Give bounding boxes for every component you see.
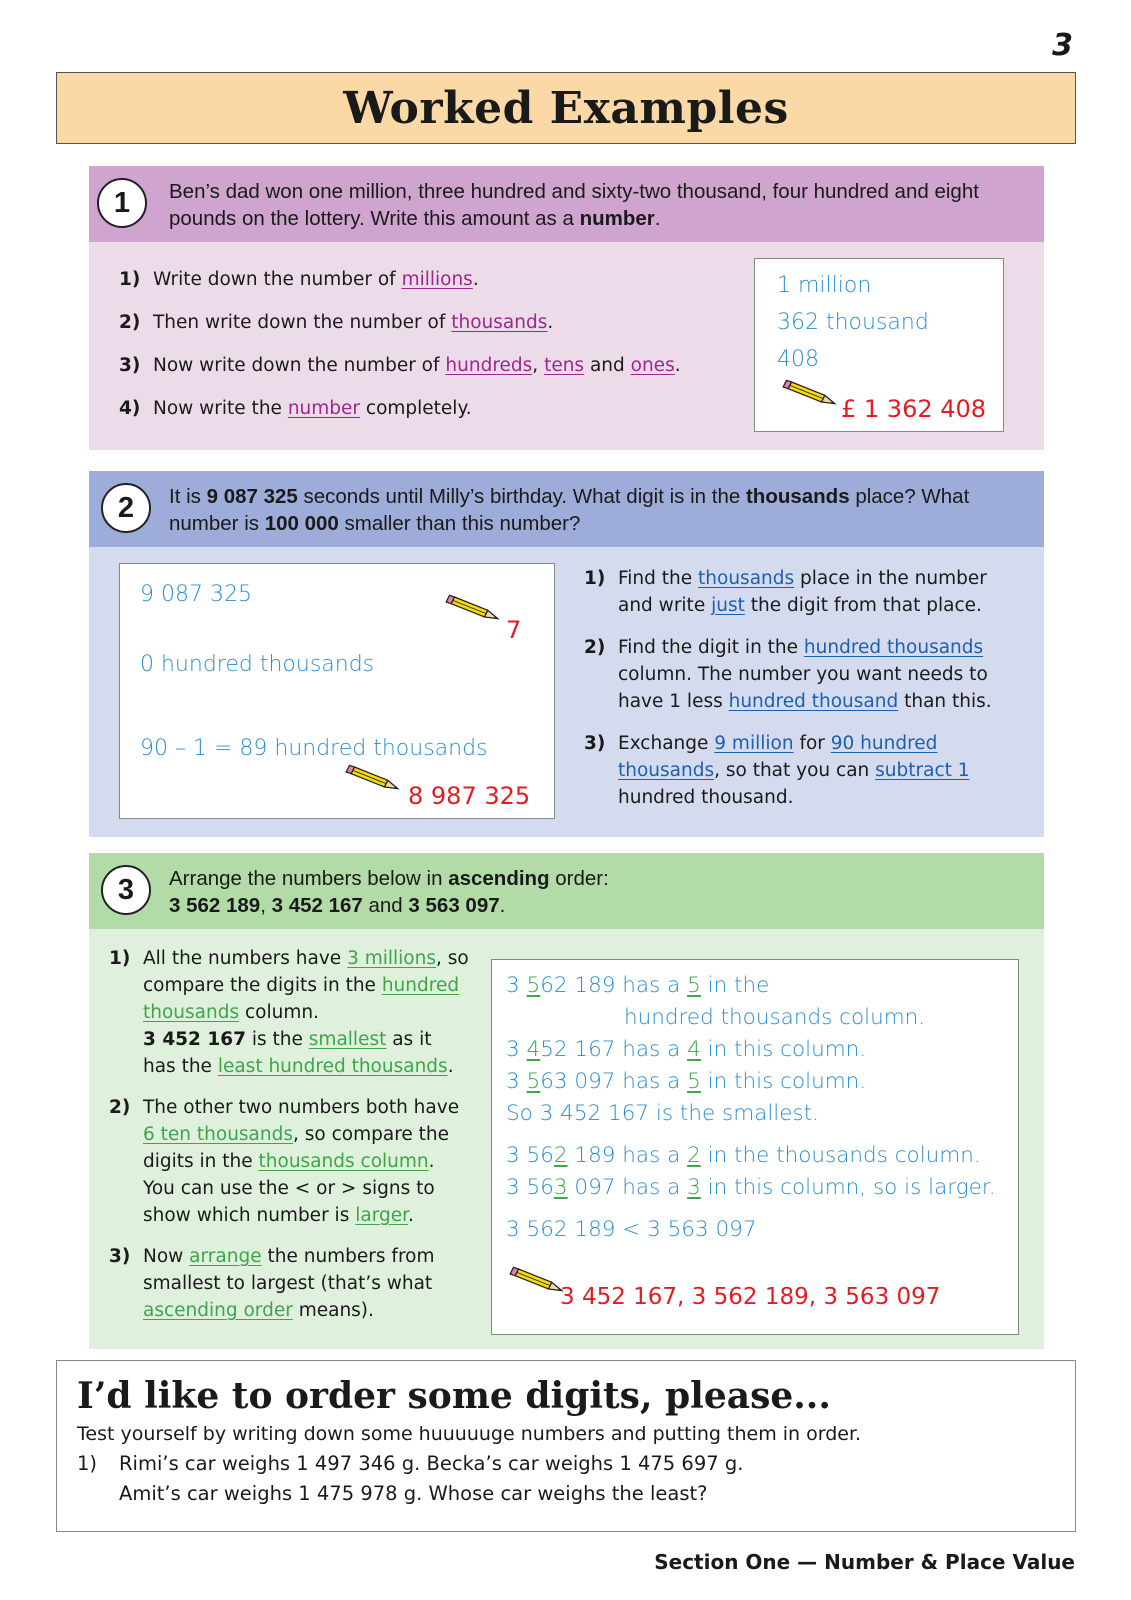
pencil-icon (506, 1264, 566, 1294)
question-bold: 3 452 167 (271, 894, 363, 917)
working-line: 90 – 1 = 89 hundred thousands (140, 736, 488, 761)
example-3-number: 3 (101, 865, 151, 915)
pencil-icon (779, 377, 839, 407)
question-text: , (260, 894, 272, 917)
working-line: 9 087 325 (140, 582, 252, 607)
example-1-answer: £ 1 362 408 (841, 395, 987, 423)
step: 2) Find the digit in the hundred thousands column. The number you want needs to have 1 less hundred thousand than this. (584, 637, 992, 712)
step: 4) Now write the number completely. (119, 398, 472, 419)
step: 1) Write down the number of millions. (119, 269, 479, 290)
working-lines: 3 562 189 has a 5 in the hundred thousands column. 3 452 167 has a 4 in this column. 3 563 097 has a 5 in this column. So 3 452 167 is the smallest. 3 562 189 has a 2 in the thousands column. 3 563 097 has a 3 in this column, so is larger. 3 562 189 < 3 563 097 (506, 973, 996, 1242)
question-text: order: (549, 867, 609, 890)
step: 1) Find the thousands place in the number and write just the digit from that place. (584, 568, 987, 616)
example-3-question (89, 853, 1044, 929)
question-text: and (362, 894, 409, 917)
step: 2) The other two numbers both have 6 ten thousands, so compare the digits in the thousands column. You can use the < or > signs to show which number is larger. (109, 1097, 460, 1226)
step: 2) Then write down the number of thousands. (119, 312, 554, 333)
section-footer: Section One — Number & Place Value (654, 1550, 1075, 1574)
page-number: 3 (1052, 28, 1073, 63)
example-1 (89, 166, 1044, 450)
step: 3) Exchange 9 million for 90 hundred thousands, so that you can subtract 1 hundred thousand. (584, 733, 970, 808)
question-text: . (654, 207, 661, 230)
working-line: 408 (777, 347, 819, 372)
pencil-icon (442, 592, 502, 622)
example-3-steps (109, 945, 469, 1324)
question-bold: ascending (448, 867, 550, 890)
step: 3) Now write down the number of hundreds, tens and ones. (119, 355, 681, 376)
example-2-answer-1: 7 (506, 616, 522, 644)
test-yourself-box (56, 1360, 1076, 1532)
question-text: seconds until Milly’s birthday. What digit is in the (297, 485, 746, 508)
test-heading: I’d like to order some digits, please... (77, 1375, 831, 1417)
question-bold: 3 562 189 (169, 894, 261, 917)
example-3-working-box (491, 959, 1019, 1335)
example-1-body (89, 242, 1044, 450)
question-bold: 100 000 (264, 512, 339, 535)
example-1-number: 1 (97, 178, 147, 228)
example-2-answer-2: 8 987 325 (408, 782, 531, 810)
question-text: It is (169, 485, 207, 508)
example-1-steps (119, 266, 719, 422)
example-1-working-box (754, 258, 1004, 432)
question-bold: thousands (745, 485, 850, 508)
working-line: 1 million (777, 273, 872, 298)
test-question: 1) Rimi’s car weighs 1 497 346 g. Becka’s car weighs 1 475 697 g. Amit’s car weighs 1 475 978 g. Whose car weighs the least? (77, 1452, 744, 1505)
question-bold: number (579, 207, 655, 230)
question-text: place? What number is (169, 485, 970, 535)
page-title: Worked Examples (343, 82, 789, 134)
question-text: . (499, 894, 506, 917)
step: 3) Now arrange the numbers from smallest to largest (that’s what ascending order means). (109, 1246, 435, 1321)
example-2-steps (584, 565, 1024, 811)
step: 1) All the numbers have 3 millions, so compare the digits in the hundred thousands column. 3 452 167 is the smallest as it has the least hundred thousands. (109, 948, 469, 1077)
question-text: Arrange the numbers below in (169, 867, 449, 890)
example-2 (89, 471, 1044, 837)
example-2-working-box (119, 563, 555, 819)
question-text: smaller than this number? (338, 512, 581, 535)
title-banner (56, 72, 1076, 144)
working-line: 362 thousand (777, 310, 929, 335)
question-bold: 9 087 325 (206, 485, 298, 508)
example-2-body (89, 547, 1044, 837)
example-2-number: 2 (101, 483, 151, 533)
question-bold: 3 563 097 (408, 894, 500, 917)
working-line: 0 hundred thousands (140, 652, 375, 677)
example-3 (89, 853, 1044, 1349)
question-text: Ben’s dad won one million, three hundred and sixty-two thousand, four hundred and eight pounds on the lottery. Write this amount as a (169, 180, 979, 230)
pencil-icon (342, 762, 402, 792)
example-2-question (89, 471, 1044, 547)
test-intro: Test yourself by writing down some huuuuuge numbers and putting them in order. (77, 1423, 862, 1445)
example-3-answer: 3 452 167, 3 562 189, 3 563 097 (560, 1284, 941, 1310)
example-3-body (89, 929, 1044, 1349)
example-1-question (89, 166, 1044, 242)
